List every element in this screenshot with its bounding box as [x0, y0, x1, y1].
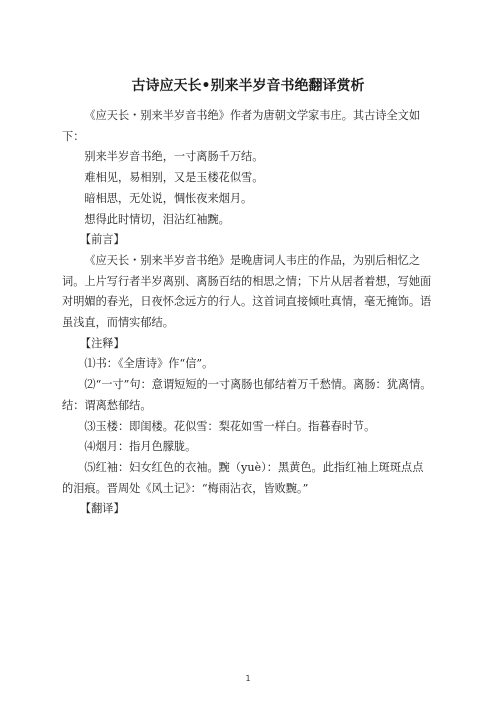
preface-paragraph: 《应天长・别来半岁音书绝》是晚唐词人韦庄的作品，为别后相忆之词。上片写行者半岁离别、离肠百结的相思之情；下片从居者着想，写她面对明媚的春光，日夜怀念远方的行人。这首词直接倾吐真情，毫无掩饰。语虽浅直，而情实郁结。 [62, 253, 432, 330]
note-item: ⑴书：《全唐诗》作“信”。 [84, 357, 214, 371]
note-item: ⑸红袖：妇女红色的衣袖。黦（yuè）：黑黄色。此指红袖上斑斑点点的泪痕。晋周处《风土记》：“梅雨沾衣，皆败黦。” [62, 460, 424, 495]
document-body [62, 106, 434, 520]
intro-paragraph: 《应天长・别来半岁音书绝》作者为唐朝文学家韦庄。其古诗全文如下： [62, 109, 421, 143]
poem-line: 暗相思，无处说，惆怅夜来烟月。 [84, 191, 253, 205]
note-item: ⑶玉楼：即闺楼。花似雪：梨花如雪一样白。指暮春时节。 [84, 419, 376, 433]
section-heading-notes: 【注释】 [79, 336, 125, 350]
document-title: 古诗应天长•别来半岁音书绝翻译赏析 [131, 78, 365, 94]
section-heading-translation: 【翻译】 [79, 502, 125, 516]
poem-line: 想得此时情切，泪沾红袖黦。 [84, 212, 230, 226]
section-heading-preface: 【前言】 [79, 233, 125, 247]
poem-line: 难相见，易相别，又是玉楼花似雪。 [84, 171, 264, 185]
page-number: 1 [245, 674, 251, 683]
poem-line: 别来半岁音书绝，一寸离肠千万结。 [84, 150, 264, 164]
note-item: ⑵“一寸”句：意谓短短的一寸离肠也郁结着万千愁情。离肠：犹离情。结：谓离愁郁结。 [62, 378, 432, 412]
note-item: ⑷烟月：指月色朦胧。 [84, 440, 197, 454]
